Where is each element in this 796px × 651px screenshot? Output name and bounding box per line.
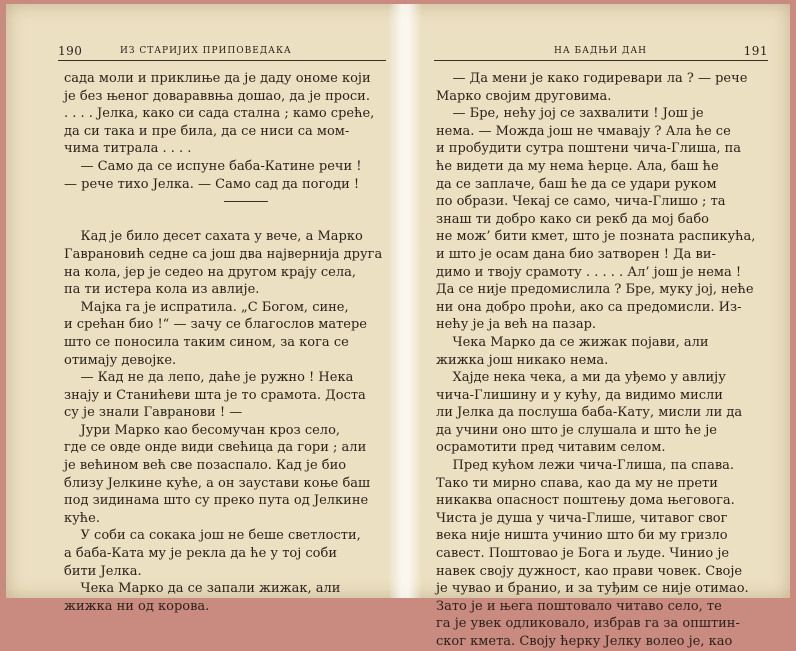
right-page (412, 4, 790, 649)
text-line: не мож’ бити кмет, што је позната распикућа, (436, 229, 756, 245)
text-line: жижка још никако нема. (436, 352, 609, 368)
text-line: Пред кућом лежи чича-Глиша, па спава. (436, 458, 735, 474)
right-page-number: 191 (743, 44, 768, 58)
text-line: Гаврановић седне са још два највернија друга (64, 246, 383, 262)
text-line: Тако ти мирно спава, као да му не прети (436, 475, 718, 491)
text-line: Чиста је душа у чича-Глише, читавог свог (436, 510, 728, 526)
text-line: ће видети да му нема ћерце. Ала, баш ће (436, 158, 719, 174)
text-line: да учини оно што је слушала и што ће је (436, 422, 717, 438)
blank-gap (64, 211, 388, 229)
text-line: а баба-Ката му је рекла да ће у тој соби (64, 546, 337, 562)
text-line: сада моли и приклиње да је даду ономе који (64, 71, 371, 86)
text-line: куће. (64, 510, 100, 526)
text-line: чима титрала . . . . (64, 141, 192, 157)
text-line: нећу је ја већ на пазар. (436, 317, 597, 333)
text-line: је без њеног довараввња дошао, да је проси. (64, 88, 370, 104)
text-line: савест. Поштовао је Бога и људе. Чинио је (436, 546, 730, 562)
text-line: — Бре, нећу јој се захвалити ! Још је (436, 106, 704, 122)
text-line: Чека Марко да се жижак појави, али (436, 334, 709, 350)
left-page-number: 190 (58, 44, 83, 58)
text-line: су је знали Гавранови ! — (64, 405, 243, 421)
text-line: века није ништа учинио што би му гризло (436, 528, 728, 544)
text-line: Јури Марко као бесомучан кроз село, (64, 422, 341, 438)
left-running-header (58, 42, 386, 61)
text-line: отимају девојке. (64, 352, 177, 368)
text-line: је чувао и бранио, и за туђим се није отимао. (436, 581, 749, 597)
text-line: га је увек одликовало, избрав га за општин- (436, 616, 740, 632)
text-line: никаква опасност поштењу дома његовога. (436, 493, 735, 509)
text-line: нема. — Можда још не чмавају ? Ала ће се (436, 123, 731, 139)
text-line: да се заплаче, баш ће да се удари руком (436, 176, 717, 192)
left-page (6, 4, 398, 614)
text-line: У соби са сокака још не беше светлости, (64, 528, 361, 544)
text-line: и срећан био !“ — зачу се благослов матере (64, 317, 367, 333)
right-page-text (436, 70, 780, 651)
text-line: навек своју дужност, као прави човек. Своје (436, 563, 743, 579)
text-line: Мајка га је испратила. „С Богом, сине, (64, 299, 349, 315)
left-page-text (64, 70, 388, 615)
text-line: па ти истера кола из авлије. (64, 282, 260, 298)
text-line: на кола, јер је седео на другом крају села, (64, 264, 356, 280)
text-line: да си така и пре била, да се ниси са мом- (64, 123, 350, 139)
text-line: и што је осам дана био затворен ! Да ви- (436, 246, 716, 262)
text-line: ни она добро проћи, ако са предомисли. Из- (436, 299, 742, 315)
book-spread (6, 4, 790, 649)
text-line: Марко својим друговима. (436, 88, 612, 104)
text-line: ског кмета. Своју ћерку Јелку волео је, као (436, 634, 733, 649)
text-line: — Кад не да лепо, даће је ружно ! Нека (64, 370, 354, 386)
right-running-header (434, 42, 768, 61)
text-line: Чека Марко да се запали жижак, али (64, 581, 341, 597)
text-line: димо и твоју срамоту . . . . . Ал’ још је нема ! (436, 264, 742, 280)
text-line: знаш ти добро како си рекб да мој бабо (436, 211, 710, 227)
text-line: Зато је и њега поштовало читаво село, те (436, 598, 722, 614)
text-line: — Само да се испуне баба-Катине речи ! (64, 158, 362, 174)
text-line: Хајде нека чека, а ми да уђемо у авлију (436, 370, 726, 386)
text-line: Кад је било десет сахата у вече, а Марко (64, 229, 363, 245)
text-line: . . . . Јелка, како си сада стална ; камо среће, (64, 106, 375, 122)
text-line: знају и Станићеви шта је то срамота. Доста (64, 387, 366, 403)
text-line: близу Јелкине куће, а он заустави коње баш (64, 475, 371, 491)
text-line: где се овде онде види свећица да гори ; али (64, 440, 367, 456)
text-line: ли Јелка да послуша баба-Кату, мисли ли да (436, 405, 743, 421)
section-divider (64, 193, 388, 211)
text-line: по образи. Чекај се само, чича-Глишо ; та (436, 194, 726, 210)
text-line: чича-Глишину и у кућу, да видимо мисли (436, 387, 723, 403)
text-line: жижка ни од корова. (64, 598, 210, 614)
text-line: — Да мени је како годиревари ла ? — рече (436, 71, 748, 86)
text-line: је већином већ све позаспало. Кад је био (64, 458, 347, 474)
text-line: Да се није предомислила ? Бре, муку јој, неће (436, 282, 754, 298)
text-line: што се поносила таким сином, за кога се (64, 334, 349, 350)
text-line: и пробудити сутра поштени чича-Глиша, па (436, 141, 742, 157)
text-line: осрамотити пред читавим селом. (436, 440, 666, 456)
left-header-title: ИЗ СТАРИЈИХ ПРИПОВЕДАКА (120, 46, 292, 56)
text-line: под зидинама што су преко пута од Јелкине (64, 493, 369, 509)
text-line: — рече тихо Јелка. — Само сад да погоди ! (64, 176, 360, 192)
right-header-title: НА БАДЊИ ДАН (554, 46, 648, 56)
text-line: бити Јелка. (64, 563, 142, 579)
